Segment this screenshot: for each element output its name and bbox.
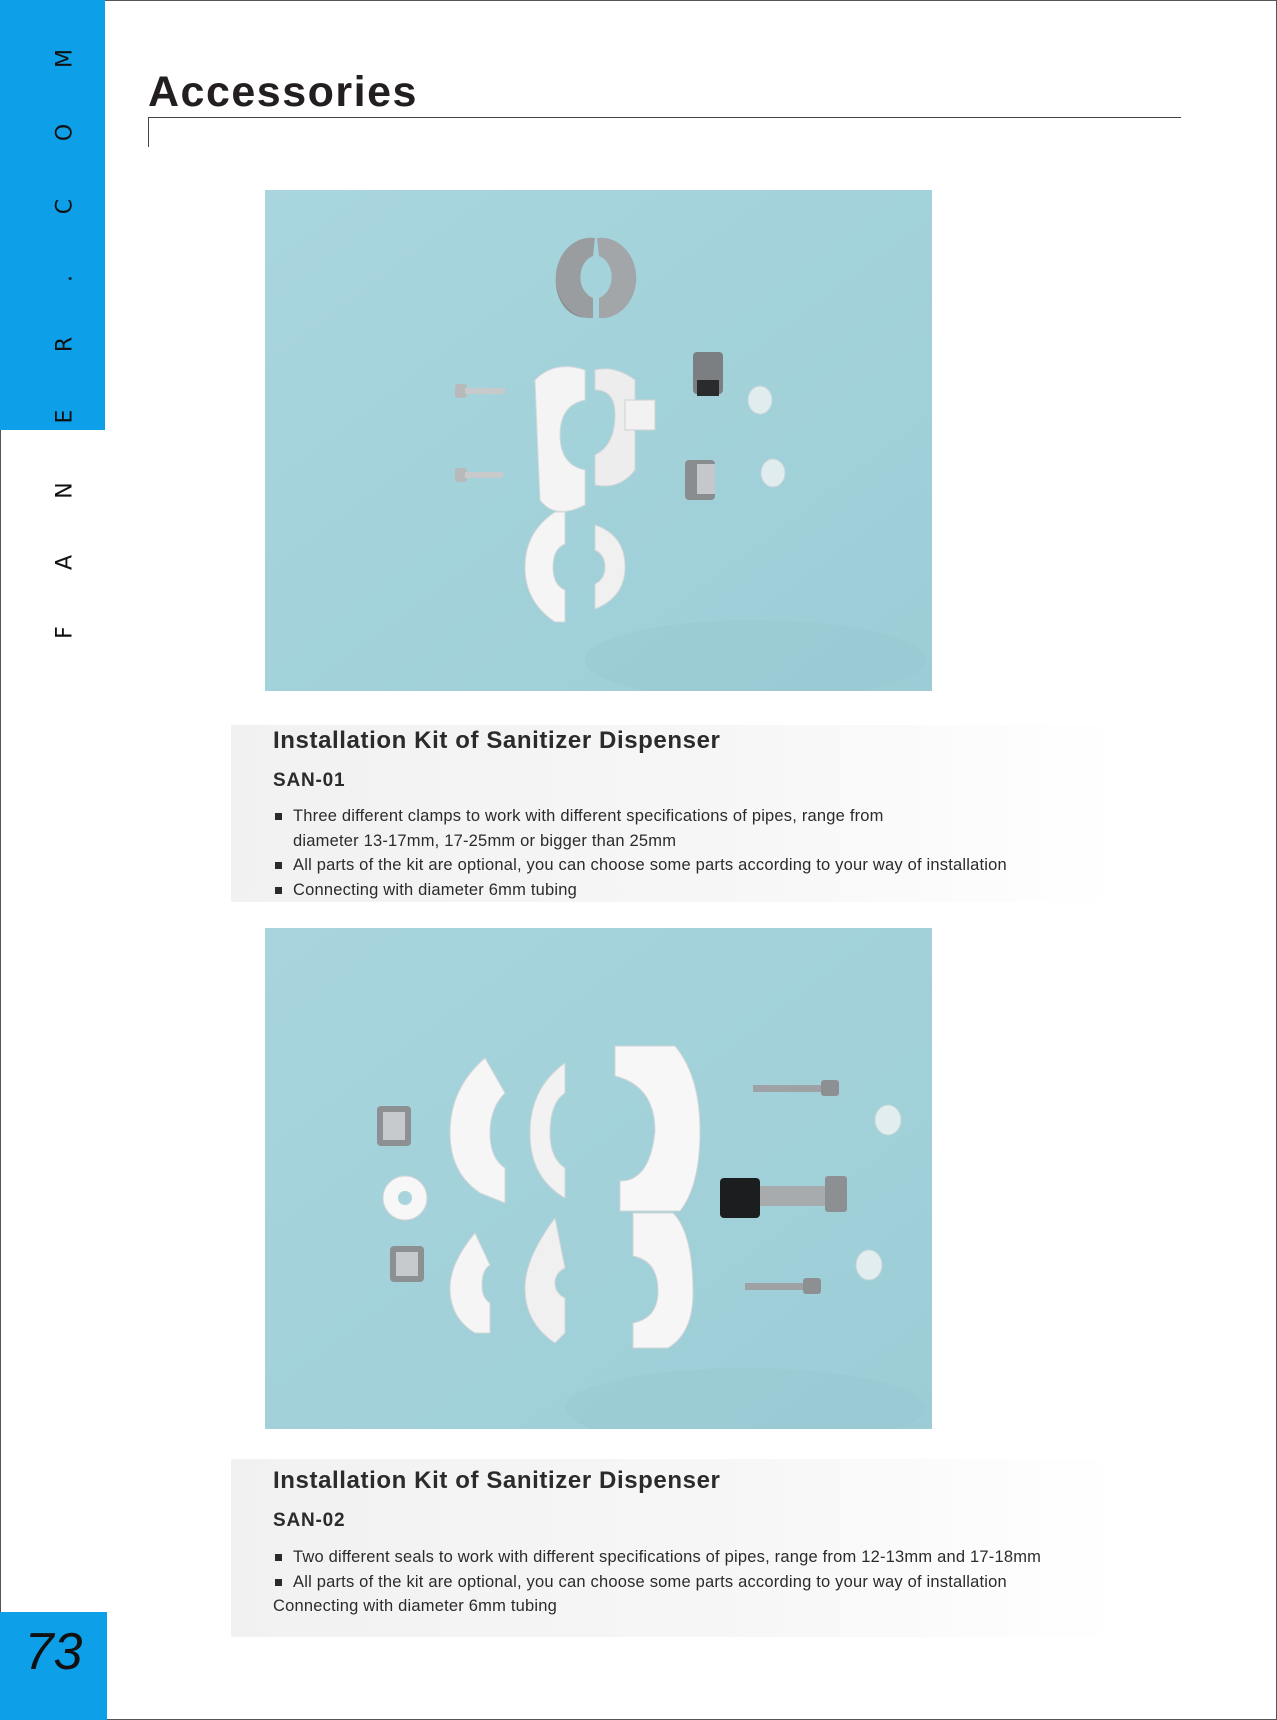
- list-item-plain: [273, 1594, 1041, 1619]
- list-item: [273, 1545, 1041, 1570]
- brand-letter: .: [52, 275, 78, 282]
- bullet-square-icon: [275, 1554, 282, 1561]
- page-title: Accessories: [148, 68, 418, 116]
- brand-letter: F: [52, 626, 78, 639]
- brand-letter: A: [52, 554, 78, 571]
- title-rule-tick: [148, 117, 149, 147]
- feature-text: Two different seals to work with different specifications of pipes, range from 12-13mm and 17-18mm: [293, 1548, 1042, 1566]
- bullet-square-icon: [275, 813, 282, 820]
- brand-letter: R: [52, 336, 78, 353]
- page-number: 73: [24, 1623, 83, 1681]
- feature-text: Three different clamps to work with different specifications of pipes, range from: [293, 807, 884, 825]
- feature-text: Connecting with diameter 6mm tubing: [293, 880, 577, 899]
- bullet-square-icon: [275, 887, 282, 894]
- kit-feature-list: [273, 1545, 1041, 1619]
- list-item: [273, 1570, 1041, 1595]
- brand-letter: N: [52, 482, 78, 499]
- brand-letter: C: [52, 198, 78, 215]
- kit-feature-list: [273, 804, 1007, 902]
- title-rule: [148, 117, 1181, 118]
- kit-photo-san-02-illustration: [265, 928, 932, 1429]
- brand-letter: O: [52, 123, 78, 142]
- kit-code: SAN-02: [273, 1510, 346, 1531]
- bullet-square-icon: [275, 862, 282, 869]
- bullet-square-icon: [275, 1579, 282, 1586]
- kit-code: SAN-01: [273, 770, 346, 791]
- kit-title: Installation Kit of Sanitizer Dispenser: [273, 1467, 721, 1494]
- kit-photo-san-02: [265, 928, 932, 1429]
- kit-photo-san-01: [265, 190, 932, 691]
- brand-letter: E: [52, 409, 78, 424]
- brand-letter: M: [52, 49, 78, 68]
- feature-text: All parts of the kit are optional, you can choose some parts according to your way of installation: [293, 856, 1007, 874]
- feature-text: Connecting with diameter 6mm tubing: [273, 1597, 557, 1615]
- list-item: [273, 853, 1007, 878]
- list-item: [273, 804, 1007, 829]
- list-item-continuation: [273, 829, 1007, 854]
- kit-photo-san-01-illustration: [265, 190, 932, 691]
- feature-text: All parts of the kit are optional, you can choose some parts according to your way of installation: [293, 1572, 1007, 1591]
- kit-title: Installation Kit of Sanitizer Dispenser: [273, 727, 721, 754]
- list-item: [273, 878, 1007, 903]
- feature-text: diameter 13-17mm, 17-25mm or bigger than 25mm: [293, 831, 677, 850]
